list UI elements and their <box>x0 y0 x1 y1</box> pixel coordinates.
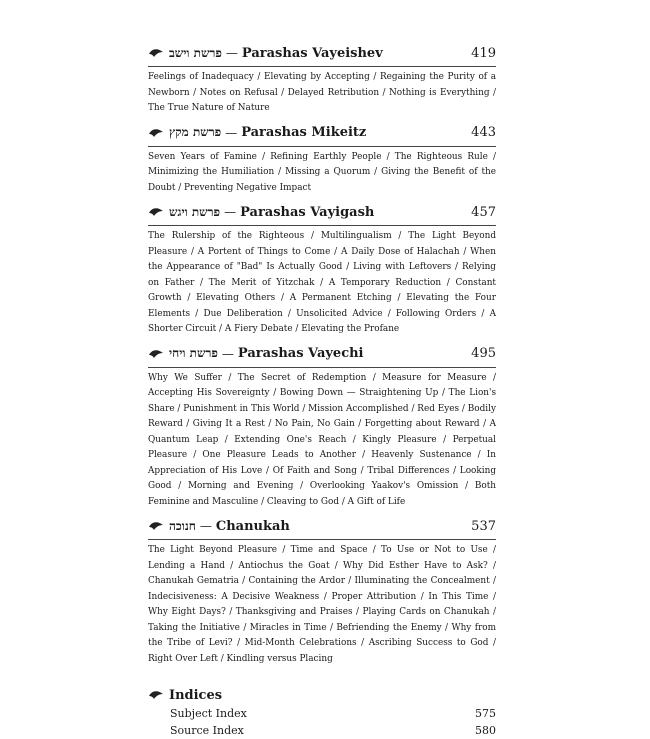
topic-list: Feelings of Inadequacy / Elevating by Accepting / Regaining the Purity of a Newborn / Notes on Refusal / Delayed Retribution / Nothing is Everything / The True Nature of Nature <box>148 72 496 113</box>
leaf-ornament-icon <box>148 520 164 532</box>
section-header <box>148 120 496 147</box>
toc-section-mikeitz <box>148 120 496 197</box>
index-page: 580 <box>475 724 496 737</box>
leaf-ornament-icon <box>148 689 164 701</box>
section-header <box>148 685 496 705</box>
index-label: Source Index <box>170 724 244 737</box>
table-of-contents <box>148 40 496 739</box>
section-title: Parashas Vayeishev <box>241 45 383 61</box>
leaf-ornament-icon <box>148 127 164 139</box>
toc-section-vayigash <box>148 199 496 338</box>
section-header <box>148 513 496 540</box>
page-number: 443 <box>471 125 496 140</box>
hebrew-title: פרשת וישב <box>169 45 222 60</box>
index-row-source <box>148 722 496 739</box>
hebrew-title: פרשת ויחי <box>169 346 218 360</box>
toc-section-vayechi <box>148 341 496 511</box>
title-dash: — <box>221 346 234 361</box>
index-row-subject <box>148 705 496 722</box>
section-title: Parashas Mikeitz <box>241 125 367 140</box>
title-dash: — <box>225 46 238 60</box>
section-header <box>148 341 496 368</box>
section-title: Parashas Vayigash <box>240 204 375 220</box>
toc-section-vayeishev <box>148 40 496 117</box>
toc-section-chanukah <box>148 513 496 667</box>
topic-list: Seven Years of Famine / Refining Earthly People / The Righteous Rule / Minimizing the Humiliation / Missing a Quorum / Giving the Benefit of the Doubt / Preventing Negative Impact <box>148 151 496 193</box>
page-number: 457 <box>471 204 496 220</box>
page-number: 537 <box>471 518 496 534</box>
section-header <box>148 199 496 226</box>
toc-section-indices <box>148 685 496 739</box>
leaf-ornament-icon <box>148 348 164 360</box>
section-title: Chanukah <box>215 518 290 534</box>
section-header <box>148 40 496 67</box>
topic-list: Why We Suffer / The Secret of Redemption / Measure for Measure / Accepting His Sovereignty / Bowing Down — Straightening Up / The Lion's Share / Punishment in This World / Mission Accomplished / Red Eyes / Bodily Reward / Giving It a Rest / No Pain, No Gain / Forgetting about Reward / A Quantum Leap / Extending One's Reach / Kingly Pleasure / Perpetual Pleasure / One Pleasure Leads to Another / Heavenly Sustenance / In Appreciation of His Love / Of Faith and Song / Tribal Differences / Looking Good / Morning and Evening / Overlooking Yaakov's Omission / Both Feminine and Masculine / Cleaving to God / A Gift of Life <box>148 372 496 507</box>
title-dash: — <box>225 125 238 140</box>
hebrew-title: פרשת מקץ <box>169 125 222 139</box>
topic-list: The Light Beyond Pleasure / Time and Space / To Use or Not to Use / Lending a Hand / Antiochus the Goat / Why Did Esther Have to Ask? / Chanukah Gematria / Containing the Ardor / Illuminating the Concealment / Indecisiveness: A Decisive Weakness / Proper Attribution / In This Time / Why Eight Days? / Thanksgiving and Praises / Playing Cards on Chanukah / Taking the Initiative / Miracles in Time / Befriending the Enemy / Why from the Tribe of Levi? / Mid-Month Celebrations / Ascribing Success to God / Right Over Left / Kindling versus Placing <box>148 545 496 664</box>
title-dash: — <box>224 205 237 219</box>
hebrew-title: פרשת ויגש <box>169 204 221 219</box>
page-number: 495 <box>471 346 496 361</box>
index-page: 575 <box>475 707 496 720</box>
indices-title: Indices <box>169 687 223 703</box>
leaf-ornament-icon <box>148 206 164 218</box>
index-label: Subject Index <box>170 707 247 720</box>
topic-list: The Rulership of the Righteous / Multilingualism / The Light Beyond Pleasure / A Portent of Things to Come / A Daily Dose of Halachah / When the Appearance of "Bad" Is Actually Good / Living with Leftovers / Relying on Father / The Merit of Yitzchak / A Temporary Reduction / Constant Growth / Elevating Others / A Permanent Etching / Elevating the Four Elements / Due Deliberation / Unsolicited Advice / Following Orders / A Shorter Circuit / A Fiery Debate / Elevating the Profane <box>148 231 496 334</box>
leaf-ornament-icon <box>148 47 164 59</box>
hebrew-title: חנוכה <box>169 518 196 533</box>
page-number: 419 <box>471 45 496 61</box>
title-dash: — <box>199 519 212 533</box>
section-title: Parashas Vayechi <box>237 346 364 361</box>
